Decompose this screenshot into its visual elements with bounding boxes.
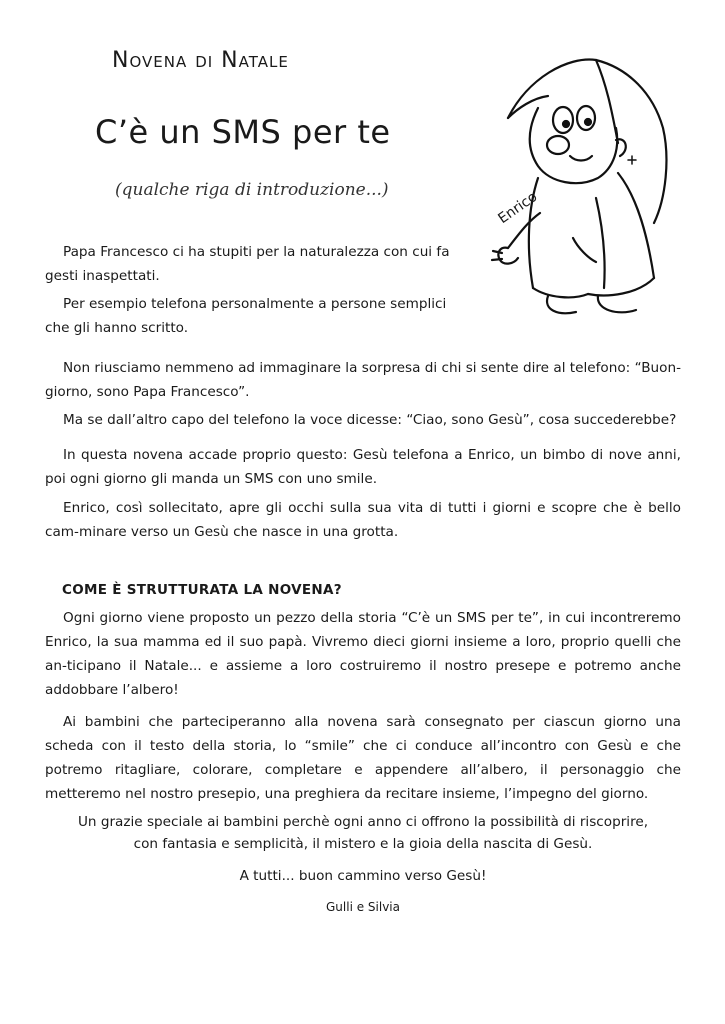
page-title: Novena di Natale bbox=[112, 48, 289, 73]
section-heading: COME È STRUTTURATA LA NOVENA? bbox=[62, 582, 342, 598]
intro-paragraph: Ma se dall’altro capo del telefono la voce dicesse: “Ciao, sono Gesù”, cosa succederebbe? bbox=[63, 412, 677, 428]
illustration-signature: Enrico bbox=[495, 188, 541, 228]
intro-paragraph: Papa Francesco ci ha stupiti per la naturalezza con cui fa gesti inaspettati. bbox=[45, 244, 450, 284]
intro-paragraph: Per esempio telefona personalmente a persone semplici che gli hanno scritto. bbox=[45, 296, 447, 336]
thanks-line-2: con fantasia e semplicità, il mistero e la gioia della nascita di Gesù. bbox=[133, 836, 593, 852]
booklet-title: C’è un SMS per te bbox=[95, 113, 391, 151]
intro-subtitle: (qualche riga di introduzione...) bbox=[115, 180, 389, 200]
intro-paragraph: Enrico, così sollecitato, apre gli occhi sulla sua vita di tutti i giorni e scopre che è bello cam-minare verso un Gesù che nasce in una grotta. bbox=[45, 500, 681, 540]
signature: Gulli e Silvia bbox=[326, 900, 400, 914]
closing-line: A tutti... buon cammino verso Gesù! bbox=[239, 868, 487, 884]
enrico-illustration bbox=[478, 48, 688, 328]
thanks-line-1: Un grazie speciale ai bambini perchè ogni anno ci offrono la possibilità di riscoprire, bbox=[77, 814, 649, 830]
intro-paragraph: Non riusciamo nemmeno ad immaginare la sorpresa di chi si sente dire al telefono: “Buon-giorno, sono Papa Francesco”. bbox=[45, 360, 681, 400]
section-paragraph: Ai bambini che parteciperanno alla novena sarà consegnato per ciascun giorno una scheda con il testo della storia, lo “smile” che ci conduce all’incontro con Gesù e che potremo ritagliare, colorare, completare e appendere all’albero, il personaggio che metteremo nel nostro presepio, una preghiera da recitare insieme, l’impegno del giorno. bbox=[45, 714, 681, 802]
intro-paragraph: In questa novena accade proprio questo: Gesù telefona a Enrico, un bimbo di nove anni, poi ogni giorno gli manda un SMS con uno smile. bbox=[45, 447, 681, 487]
section-paragraph: Ogni giorno viene proposto un pezzo della storia “C’è un SMS per te”, in cui incontreremo Enrico, la sua mamma ed il suo papà. Vivremo dieci giorni insieme a loro, proprio quelli che an-ticipano il Natale... e assieme a loro costruiremo il nostro presepe e potremo anche addobbare l’albero! bbox=[45, 610, 681, 698]
